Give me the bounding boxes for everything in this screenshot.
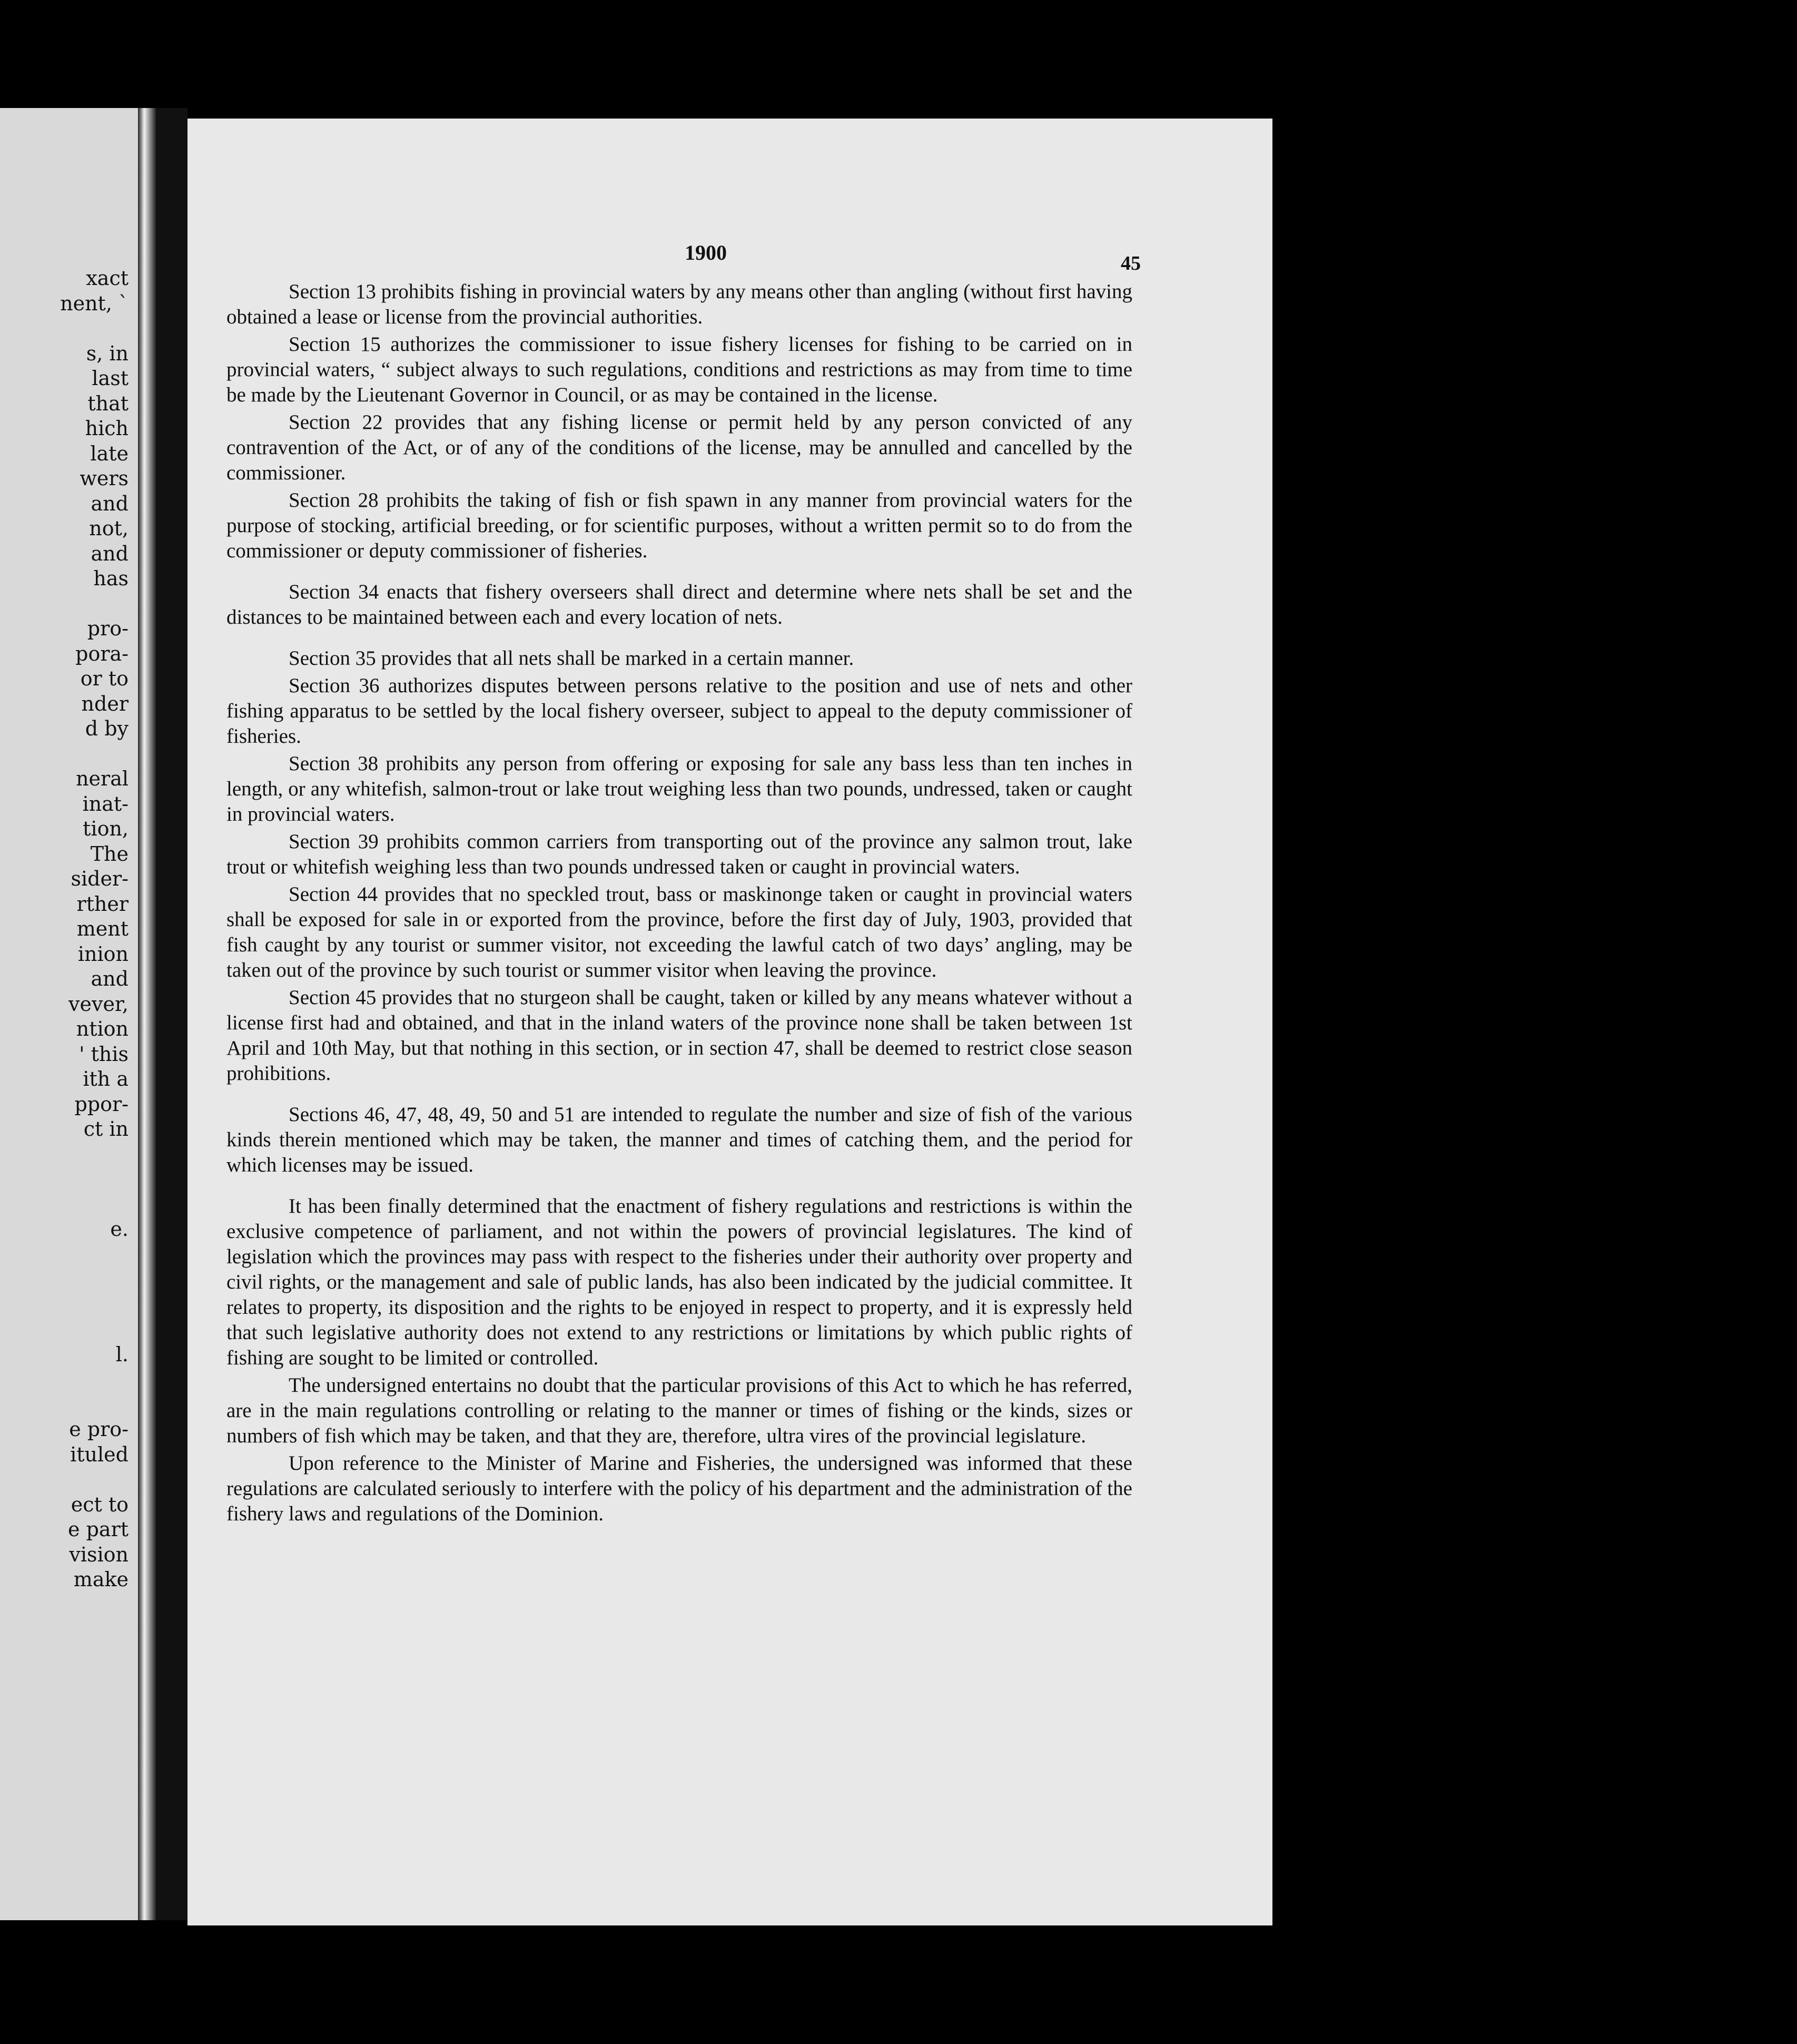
body-paragraph: Sections 46, 47, 48, 49, 50 and 51 are intended to regulate the number and size of fish of the various kinds therein mentioned which may be taken, the manner and times of catching them, and the period for which licenses may be issued. [226,1103,1132,1176]
facing-page-line: ntion [76,1017,129,1040]
facing-page-line: last [92,367,129,390]
scan-border-bottom [0,1925,1797,2044]
body-paragraph: Section 36 authorizes disputes between persons relative to the position and use of nets and other fishing apparatus to be settled by the local fishery overseer, subject to appeal to the deputy commissioner of fisheries. [226,674,1132,748]
body-paragraph: Section 35 provides that all nets shall be marked in a certain manner. [289,647,854,670]
facing-page-line: and [91,492,129,515]
facing-page-line: e. [110,1217,129,1241]
facing-page-fragment [0,108,138,1920]
facing-page-text [60,266,129,1593]
facing-page-line [60,1242,129,1267]
facing-page-line: that [87,391,129,415]
body-paragraph: Section 44 provides that no speckled trout, bass or maskinonge taken or caught in provincial waters shall be exposed for sale in or exported from the province, before the first day of July, 1903, provided that fish caught by any tourist or summer visitor, not exceeding the lawful catch of two days’ angling, may be taken out of the province by such tourist or summer visitor when leaving the province. [226,883,1132,981]
facing-page-line: e part [68,1518,129,1541]
facing-page-line: nent, ` [60,291,129,315]
facing-page-line: and [91,967,129,990]
facing-page-line: wers [80,467,129,490]
facing-page-line: hich [85,417,129,440]
page-number: 45 [1121,252,1141,274]
facing-page-line: sider- [71,867,129,890]
facing-page-line: ' this [79,1042,129,1066]
body-paragraph: Section 39 prohibits common carriers from transporting out of the province any salmon trout, lake trout or whitefish weighing less than two pounds undressed taken or caught in provincial waters. [226,830,1132,878]
facing-page-line: pora- [75,642,129,665]
facing-page-line: ppor- [74,1092,129,1116]
facing-page-line [60,1467,129,1492]
facing-page-line [60,1142,129,1167]
facing-page-line [60,1367,129,1392]
facing-page-line [60,1392,129,1418]
facing-page-line: pro- [87,617,129,640]
facing-page-line: ituled [70,1442,129,1466]
body-paragraph: Section 22 provides that any fishing license or permit held by any person convicted of any contravention of the Act, or of any of the conditions of the license, may be annulled and cancelled by the commissioner. [226,411,1132,484]
facing-page-line [60,1167,129,1192]
facing-page-line: l. [115,1342,129,1366]
facing-page-line: make [73,1568,129,1591]
facing-page-line: ct in [83,1117,129,1141]
facing-page-line: late [90,441,129,465]
facing-page-line: neral [76,767,129,790]
facing-page-line [60,1292,129,1318]
facing-page-line: d by [85,717,129,740]
facing-page-line: tion, [83,817,129,840]
body-paragraph: It has been finally determined that the enactment of fishery regulations and restrictions is within the exclusive competence of parliament, and not within the powers of provincial legislatures. The kind of legislation which the provinces may pass with respect to the fisheries under their authority over property and civil rights, or the management and sale of public lands, has also been indicated by the judicial committee. It relates to property, its disposition and the rights to be enjoyed in respect to property, and it is expressly held that such legislative authority does not extend to any restrictions or limitations by which public rights of fishing are sought to be limited or controlled. [226,1195,1132,1369]
body-paragraph: The undersigned entertains no doubt that the particular provisions of this Act to which he has referred, are in the main regulations controlling or relating to the manner or times of fishing or the kinds, sizes or numbers of fish which may be taken, and that they are, therefore, ultra vires of the provincial legislature. [226,1374,1132,1447]
facing-page-line: not, [89,517,129,540]
facing-page-line: The [90,842,129,866]
body-paragraph: Section 45 provides that no sturgeon shall be caught, taken or killed by any means whatever without a license first had and obtained, and that in the inland waters of the province none shall be taken between 1st April and 10th May, but that nothing in this section, or in section 47, shall be deemed to restrict close season prohibitions. [226,986,1132,1085]
facing-page-line [60,1317,129,1342]
facing-page-line [60,316,129,341]
body-paragraph: Upon reference to the Minister of Marine and Fisheries, the undersigned was informed that these regulations are calculated seriously to interfere with the policy of his department and the administration of the fishery laws and regulations of the Dominion. [226,1452,1132,1525]
facing-page-line [60,1267,129,1292]
body-paragraph: Section 38 prohibits any person from offering or exposing for sale any bass less than ten inches in length, or any whitefish, salmon-trout or lake trout weighing less than two pounds, undressed, taken or caught in provincial waters. [226,752,1132,826]
facing-page-line [60,1192,129,1217]
facing-page-line: has [93,567,129,590]
body-paragraph: Section 28 prohibits the taking of fish or fish spawn in any manner from provincial waters for the purpose of stocking, artificial breeding, or for scientific purposes, without a written permit so to do from the commissioner or deputy commissioner of fisheries. [226,489,1132,562]
document-body [226,279,1132,1529]
facing-page-line: ment [76,917,129,940]
facing-page-line: s, in [86,341,129,365]
scan-border-right [1275,0,1797,2044]
facing-page-line: inat- [82,792,129,815]
facing-page-line: nder [81,692,129,715]
body-paragraph: Section 13 prohibits fishing in provincial waters by any means other than angling (without first having obtained a lease or license from the provincial authorities. [226,280,1132,328]
page-gutter-shadow [156,108,187,1920]
page-header-year: 1900 [685,241,727,264]
facing-page-line: ith a [83,1067,129,1090]
facing-page-line: e pro- [69,1418,129,1441]
facing-page-line: xact [86,267,129,290]
facing-page-line [60,742,129,767]
facing-page-line: rther [76,892,129,916]
facing-page-line: vever, [68,992,129,1016]
body-paragraph: Section 15 authorizes the commissioner to issue fishery licenses for fishing to be carried on in provincial waters, “ subject always to such regulations, conditions and restrictions as may from time to time be made by the Lieutenant Governor in Council, or as may be contained in the license. [226,333,1132,406]
body-paragraph: Section 34 enacts that fishery overseers shall direct and determine where nets shall be set and the distances to be maintained between each and every location of nets. [226,581,1132,628]
facing-page-line: or to [80,667,129,690]
facing-page-line: and [91,542,129,565]
facing-page-line: inion [77,942,129,966]
facing-page-line: vision [69,1542,129,1566]
facing-page-line [60,592,129,617]
page-gutter-edge [138,108,156,1920]
facing-page-line: ect to [71,1492,129,1516]
